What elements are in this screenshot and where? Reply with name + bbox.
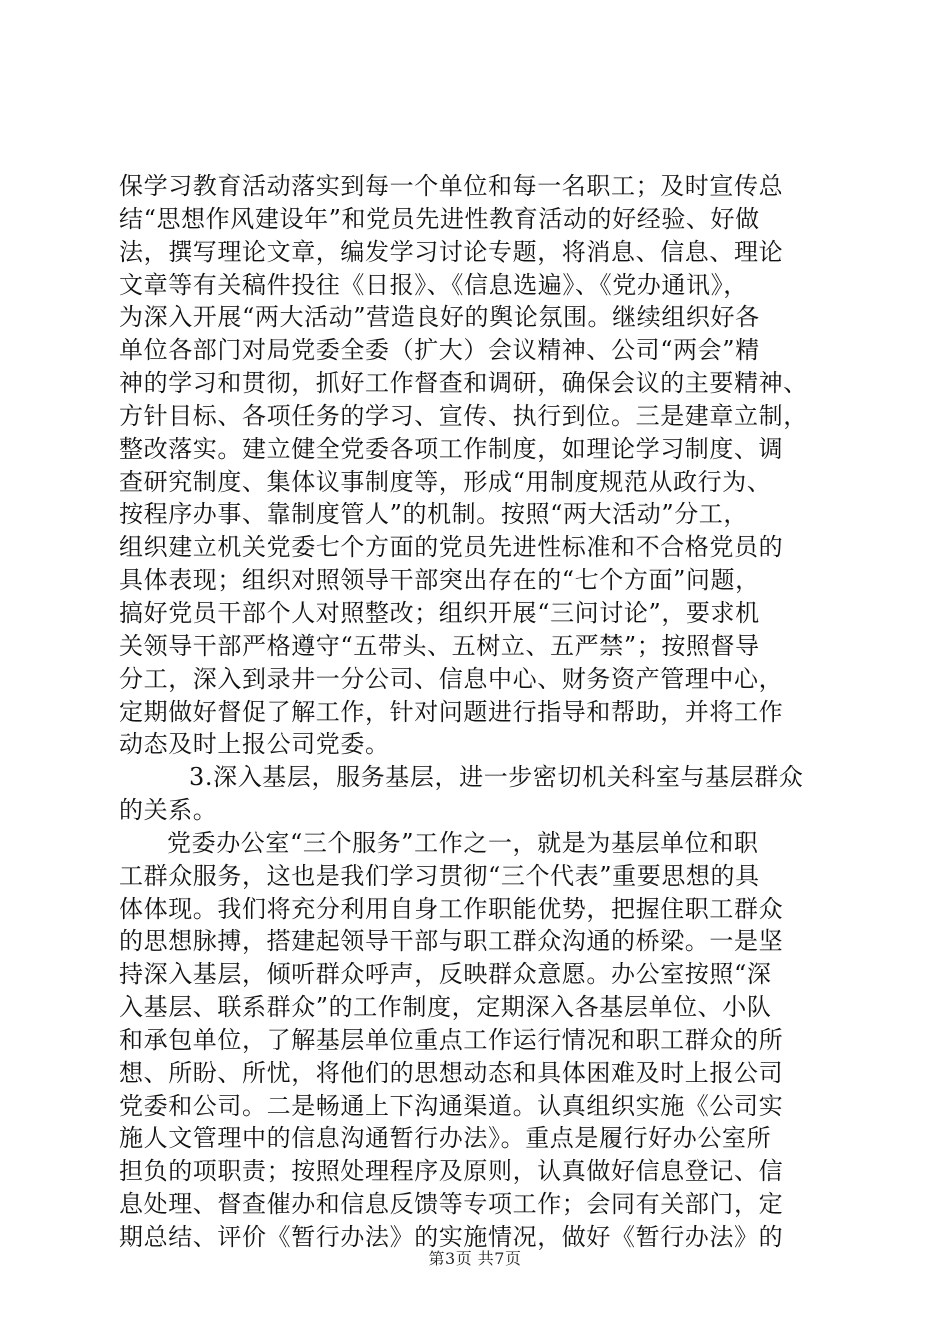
- body-text: [119, 170, 834, 1254]
- text-line: 搞好党员干部个人对照整改；组织开展“三问讨论”，要求机: [119, 598, 760, 627]
- text-line: 文章等有关稿件投往《日报》、《信息选遍》、《党办通讯》，: [119, 270, 748, 299]
- text-line: 3.深入基层，服务基层，进一步密切机关科室与基层群众: [189, 763, 804, 792]
- text-line: 党委办公室“三个服务”工作之一，就是为基层单位和职: [167, 828, 759, 857]
- text-line: 持深入基层，倾听群众呼声，反映群众意愿。办公室按照“深: [119, 960, 772, 989]
- text-line: 体体现。我们将充分利用自身工作职能优势，把握住职工群众: [119, 894, 784, 923]
- text-line: 定期做好督促了解工作，针对问题进行指导和帮助，并将工作: [119, 697, 784, 726]
- text-line: 的思想脉搏，搭建起领导干部与职工群众沟通的桥梁。一是坚: [119, 927, 784, 956]
- text-line: 入基层、联系群众”的工作制度，定期深入各基层单位、小队: [119, 993, 772, 1022]
- text-line: 分工，深入到录井一分公司、信息中心、财务资产管理中心，: [119, 664, 784, 693]
- text-line: 工群众服务，这也是我们学习贯彻“三个代表”重要思想的具: [119, 861, 760, 890]
- page-footer: 第3页 共7页: [428, 1249, 522, 1268]
- text-line: 的关系。: [119, 796, 218, 825]
- text-line: 单位各部门对局党委全委（扩大）会议精神、公司“两会”精: [119, 336, 760, 365]
- text-line: 担负的项职责；按照处理程序及原则，认真做好信息登记、信: [119, 1157, 784, 1186]
- text-line: 神的学习和贯彻，抓好工作督查和调研，确保会议的主要精神、: [119, 369, 808, 398]
- text-line: 想、所盼、所忧，将他们的思想动态和具体困难及时上报公司: [119, 1058, 784, 1087]
- text-line: 法，撰写理论文章，编发学习讨论专题，将消息、信息、理论: [119, 237, 784, 266]
- text-line: 关领导干部严格遵守“五带头、五树立、五严禁”；按照督导: [119, 631, 760, 660]
- text-line: 方针目标、各项任务的学习、宣传、执行到位。三是建章立制，: [119, 401, 808, 430]
- text-line: 为深入开展“两大活动”营造良好的舆论氛围。继续组织好各: [119, 303, 760, 332]
- text-line: 查研究制度、集体议事制度等，形成“用制度规范从政行为、: [119, 467, 772, 496]
- text-line: 整改落实。建立健全党委各项工作制度，如理论学习制度、调: [119, 434, 784, 463]
- text-line: 按程序办事、靠制度管人”的机制。按照“两大活动”分工，: [119, 500, 749, 529]
- text-line: 息处理、督查催办和信息反馈等专项工作；会同有关部门，定: [119, 1190, 784, 1219]
- text-line: 动态及时上报公司党委。: [119, 730, 390, 759]
- text-line: 党委和公司。二是畅通上下沟通渠道。认真组织实施《公司实: [119, 1091, 784, 1120]
- text-line: 结“思想作风建设年”和党员先进性教育活动的好经验、好做: [119, 204, 760, 233]
- text-line: 和承包单位，了解基层单位重点工作运行情况和职工群众的所: [119, 1025, 784, 1054]
- text-line: 具体表现；组织对照领导干部突出存在的“七个方面”问题，: [119, 566, 760, 595]
- text-line: 保学习教育活动落实到每一个单位和每一名职工；及时宣传总: [119, 172, 784, 200]
- text-line: 施人文管理中的信息沟通暂行办法》。重点是履行好办公室所: [119, 1124, 772, 1153]
- text-line: 组织建立机关党委七个方面的党员先进性标准和不合格党员的: [119, 533, 784, 562]
- text-line: 期总结、评价《暂行办法》的实施情况，做好《暂行办法》的: [119, 1223, 784, 1251]
